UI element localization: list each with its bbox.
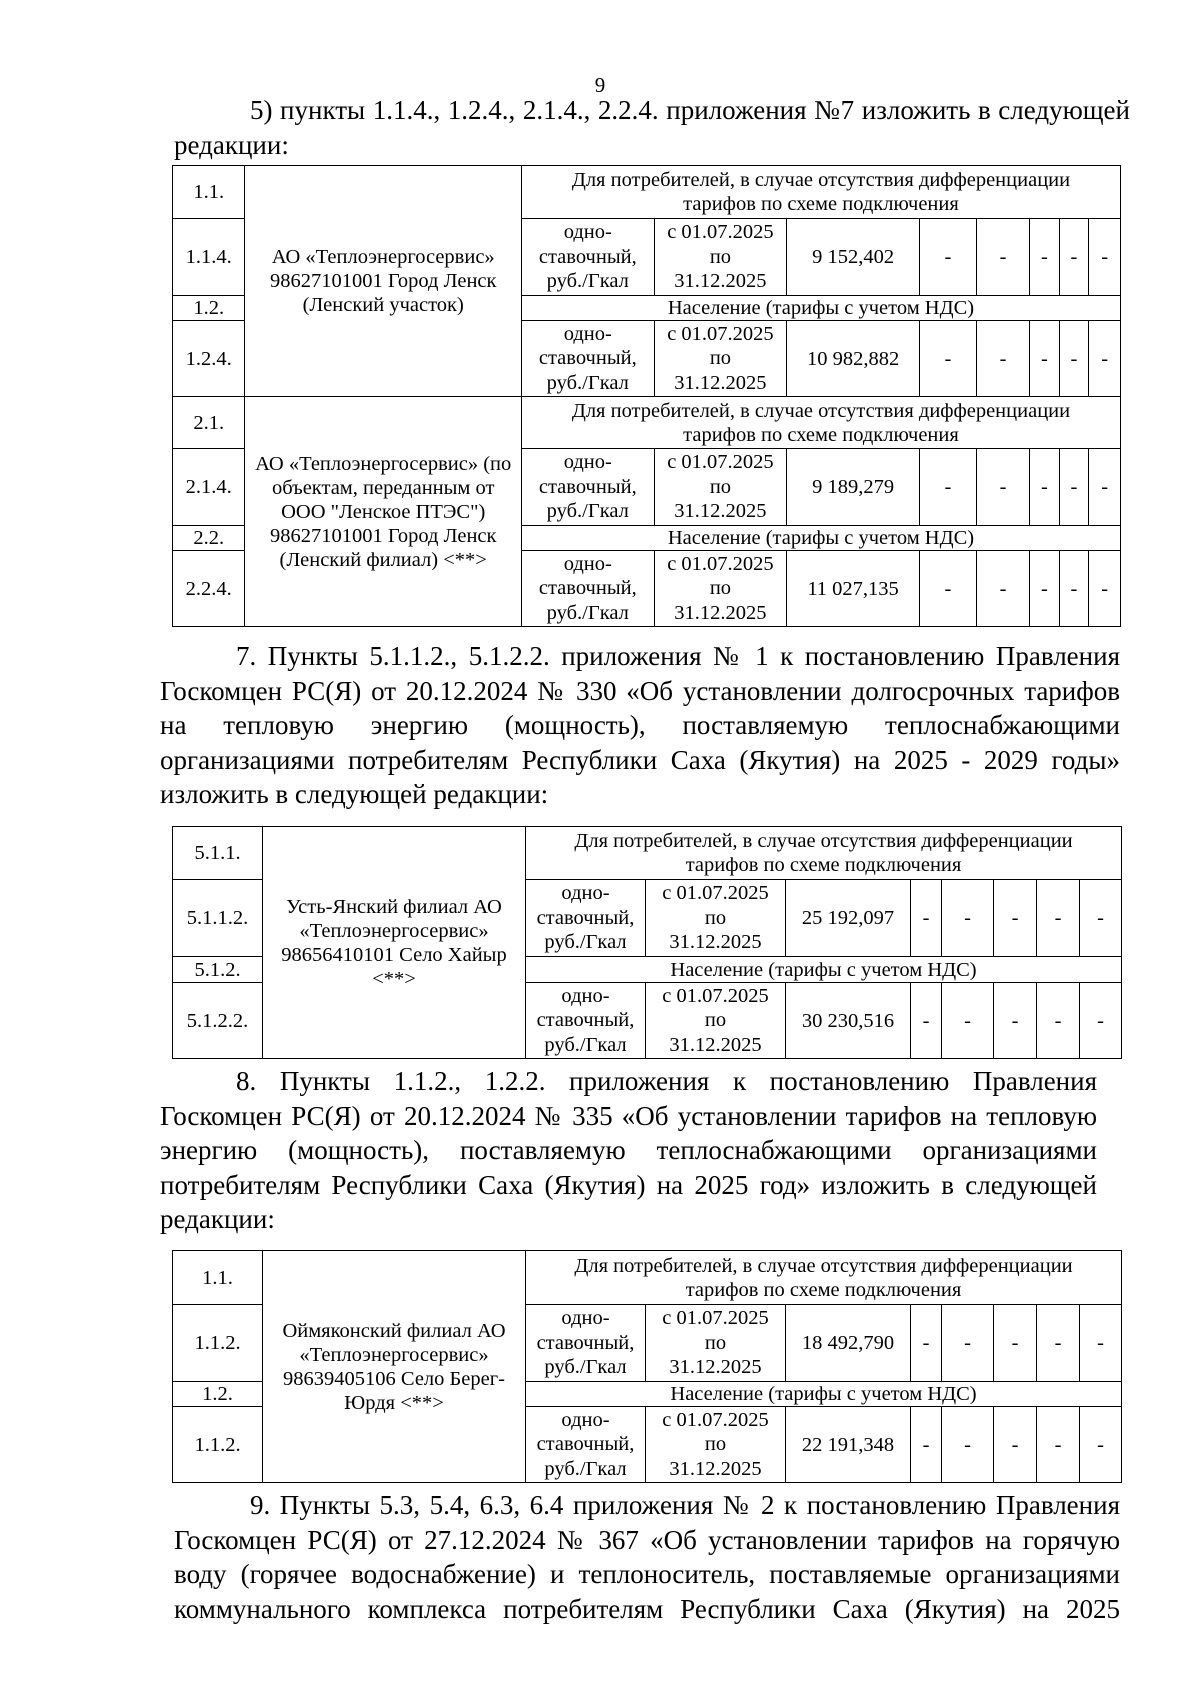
tariff-table-3 <box>172 1250 1122 1483</box>
empty-cell: - <box>911 1407 942 1483</box>
org-cell: Оймяконский филиал АО «Теплоэнергосервис» 98639405106 Село Берег-Юрдя <**> <box>263 1251 526 1483</box>
row-code: 5.1.2.2. <box>173 983 263 1059</box>
empty-cell: - <box>977 219 1030 296</box>
tariff-value: 30 230,516 <box>786 983 911 1059</box>
empty-cell: - <box>942 983 994 1059</box>
period: с 01.07.2025 по 31.12.2025 <box>646 1305 786 1382</box>
population-header: Население (тарифы с учетом НДС) <box>521 296 1120 321</box>
tariff-table-2 <box>172 826 1122 1059</box>
empty-cell: - <box>994 983 1037 1059</box>
period: с 01.07.2025 по 31.12.2025 <box>654 449 787 526</box>
empty-cell: - <box>1059 321 1089 397</box>
empty-cell: - <box>1037 1407 1080 1483</box>
empty-cell: - <box>942 880 994 957</box>
row-code: 2.1. <box>173 397 245 449</box>
paragraph-8: 8. Пункты 1.1.2., 1.2.2. приложения к постановлению Правления Госкомцен РС(Я) от 20.12.2024 № 335 «Об установлении тарифов на тепловую энергию (мощность), поставляемую теплоснабжающими организациями потребителям Республики Саха (Якутия) на 2025 год» изложить в следующей редакции: <box>160 1066 1097 1234</box>
row-code: 5.1.2. <box>173 957 263 983</box>
empty-cell: - <box>911 880 942 957</box>
rate-type: одно-ставочный, руб./Гкал <box>526 1407 646 1483</box>
consumers-header: Для потребителей, в случае отсутствия дифференциации тарифов по схеме подключения <box>521 166 1120 219</box>
rate-type: одно-ставочный, руб./Гкал <box>526 880 646 957</box>
row-code: 2.1.4. <box>173 449 245 526</box>
population-header: Население (тарифы с учетом НДС) <box>526 1382 1122 1407</box>
rate-type: одно-ставочный, руб./Гкал <box>521 321 654 397</box>
tariff-table-1 <box>172 165 1121 627</box>
empty-cell: - <box>1089 551 1121 627</box>
period: с 01.07.2025 по 31.12.2025 <box>646 983 786 1059</box>
empty-cell: - <box>1089 321 1121 397</box>
tariff-value: 22 191,348 <box>786 1407 911 1483</box>
consumers-header: Для потребителей, в случае отсутствия дифференциации тарифов по схеме подключения <box>521 397 1120 449</box>
row-code: 1.1. <box>173 166 245 219</box>
row-code: 2.2.4. <box>173 551 245 627</box>
empty-cell: - <box>1089 449 1121 526</box>
row-code: 1.2. <box>173 1382 263 1407</box>
tariff-value: 18 492,790 <box>786 1305 911 1382</box>
tariff-value: 9 189,279 <box>787 449 920 526</box>
rate-type: одно-ставочный, руб./Гкал <box>521 551 654 627</box>
empty-cell: - <box>1030 219 1060 296</box>
org-cell: АО «Теплоэнергосервис» (по объектам, переданным от ООО "Ленское ПТЭС") 98627101001 Город Ленск (Ленский филиал) <**> <box>245 397 522 627</box>
empty-cell: - <box>1037 1305 1080 1382</box>
empty-cell: - <box>942 1305 994 1382</box>
empty-cell: - <box>1030 551 1060 627</box>
page-number: 9 <box>594 73 606 97</box>
population-header: Население (тарифы с учетом НДС) <box>521 526 1120 551</box>
empty-cell: - <box>919 449 976 526</box>
empty-cell: - <box>919 551 976 627</box>
empty-cell: - <box>1080 1407 1122 1483</box>
row-code: 1.1.4. <box>173 219 245 296</box>
tariff-value: 9 152,402 <box>787 219 920 296</box>
consumers-header: Для потребителей, в случае отсутствия дифференциации тарифов по схеме подключения <box>526 1251 1122 1305</box>
empty-cell: - <box>942 1407 994 1483</box>
org-cell: АО «Теплоэнергосервис» 98627101001 Город Ленск (Ленский участок) <box>245 166 522 397</box>
row-code: 5.1.1. <box>173 827 263 880</box>
paragraph-7: 7. Пункты 5.1.1.2., 5.1.2.2. приложения № 1 к постановлению Правления Госкомцен РС(Я) от 20.12.2024 № 330 «Об установлении долгосрочных тарифов на тепловую энергию (мощность), поставляемую теплоснабжающими организациями потребителям Республики Саха (Якутия) на 2025 - 2029 годы» изложить в следующей редакции: <box>160 641 1120 809</box>
empty-cell: - <box>994 1305 1037 1382</box>
row-code: 5.1.1.2. <box>173 880 263 957</box>
empty-cell: - <box>1059 551 1089 627</box>
period: с 01.07.2025 по 31.12.2025 <box>646 880 786 957</box>
period: с 01.07.2025 по 31.12.2025 <box>654 551 787 627</box>
empty-cell: - <box>1089 219 1121 296</box>
period: с 01.07.2025 по 31.12.2025 <box>654 219 787 296</box>
tariff-value: 25 192,097 <box>786 880 911 957</box>
empty-cell: - <box>1030 449 1060 526</box>
empty-cell: - <box>1080 880 1122 957</box>
row-code: 1.2.4. <box>173 321 245 397</box>
row-code: 1.1.2. <box>173 1305 263 1382</box>
empty-cell: - <box>994 1407 1037 1483</box>
empty-cell: - <box>911 1305 942 1382</box>
rate-type: одно-ставочный, руб./Гкал <box>521 449 654 526</box>
empty-cell: - <box>919 219 976 296</box>
empty-cell: - <box>1059 449 1089 526</box>
rate-type: одно-ставочный, руб./Гкал <box>526 983 646 1059</box>
org-cell: Усть-Янский филиал АО «Теплоэнергосервис» 98656410101 Село Хайыр <**> <box>263 827 526 1059</box>
paragraph-5: 5) пункты 1.1.4., 1.2.4., 2.1.4., 2.2.4. приложения №7 изложить в следующей редакции: <box>174 95 1130 160</box>
population-header: Население (тарифы с учетом НДС) <box>526 957 1122 983</box>
empty-cell: - <box>1059 219 1089 296</box>
row-code: 1.1.2. <box>173 1407 263 1483</box>
empty-cell: - <box>1080 1305 1122 1382</box>
row-code: 2.2. <box>173 526 245 551</box>
empty-cell: - <box>919 321 976 397</box>
empty-cell: - <box>1037 983 1080 1059</box>
tariff-value: 11 027,135 <box>787 551 920 627</box>
empty-cell: - <box>994 880 1037 957</box>
empty-cell: - <box>977 449 1030 526</box>
row-code: 1.1. <box>173 1251 263 1305</box>
row-code: 1.2. <box>173 296 245 321</box>
rate-type: одно-ставочный, руб./Гкал <box>521 219 654 296</box>
empty-cell: - <box>911 983 942 1059</box>
paragraph-9: 9. Пункты 5.3, 5.4, 6.3, 6.4 приложения № 2 к постановлению Правления Госкомцен РС(Я) от 27.12.2024 № 367 «Об установлении тарифов на горячую воду (горячее водоснабжение) и теплоноситель, поставляемые организациями коммунального комплекса потребителям Республики Саха (Якутия) на 2025 <box>174 1490 1120 1624</box>
tariff-value: 10 982,882 <box>787 321 920 397</box>
empty-cell: - <box>977 551 1030 627</box>
period: с 01.07.2025 по 31.12.2025 <box>654 321 787 397</box>
period: с 01.07.2025 по 31.12.2025 <box>646 1407 786 1483</box>
empty-cell: - <box>1030 321 1060 397</box>
consumers-header: Для потребителей, в случае отсутствия дифференциации тарифов по схеме подключения <box>526 827 1122 880</box>
empty-cell: - <box>977 321 1030 397</box>
empty-cell: - <box>1037 880 1080 957</box>
empty-cell: - <box>1080 983 1122 1059</box>
rate-type: одно-ставочный, руб./Гкал <box>526 1305 646 1382</box>
